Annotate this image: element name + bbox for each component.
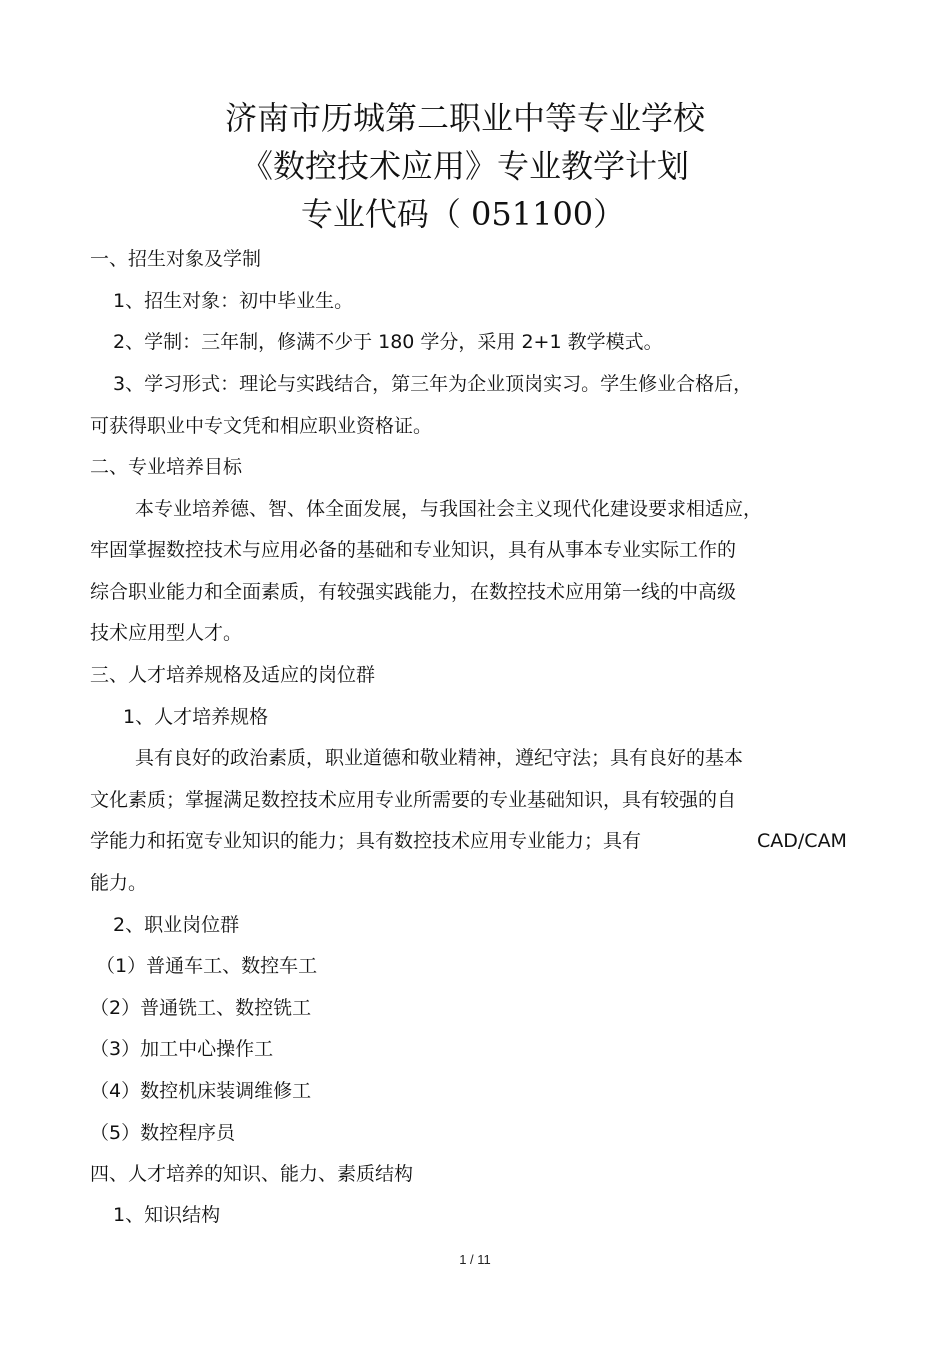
section-heading-3: 三、人才培养规格及适应的岗位群 [90,664,376,686]
subsection-heading: 1、知识结构 [113,1204,221,1226]
section-heading-2: 二、专业培养目标 [90,456,243,478]
paragraph-line: 2、学制：三年制，修满不少于 180 学分，采用 2+1 教学模式。 [113,331,663,353]
list-item: （4）数控机床装调维修工 [90,1080,312,1102]
section-heading-1: 一、招生对象及学制 [90,248,262,270]
section-heading-4: 四、人才培养的知识、能力、素质结构 [90,1163,414,1185]
plan-title: 《数控技术应用》专业教学计划 [240,147,689,185]
subsection-heading: 1、人才培养规格 [123,706,269,728]
paragraph-line: 文化素质；掌握满足数控技术应用专业所需要的专业基础知识，具有较强的自 [90,789,737,811]
list-item: （5）数控程序员 [90,1122,236,1144]
paragraph-line: 可获得职业中专文凭和相应职业资格证。 [90,415,433,437]
subsection-heading: 2、职业岗位群 [113,914,240,936]
page-number: 1 / 11 [459,1252,491,1267]
list-item: （1）普通车工、数控车工 [96,955,318,977]
paragraph-line: 本专业培养德、智、体全面发展，与我国社会主义现代化建设要求相适应， [135,498,763,520]
paragraph-line: 3、学习形式：理论与实践结合，第三年为企业顶岗实习。学生修业合格后， [113,373,753,395]
paragraph-line: 学能力和拓宽专业知识的能力；具有数控技术应用专业能力；具有 [90,830,642,852]
paragraph-line: 1、招生对象：初中毕业生。 [113,290,354,312]
list-item: （3）加工中心操作工 [90,1038,274,1060]
school-title: 济南市历城第二职业中等专业学校 [224,99,705,137]
paragraph-line: 具有良好的政治素质，职业道德和敬业精神，遵纪守法；具有良好的基本 [135,747,744,769]
list-item: （2）普通铣工、数控铣工 [90,997,312,1019]
paragraph-line: 技术应用型人才。 [90,622,243,644]
cad-cam-term: CAD/CAM [757,830,847,852]
paragraph-line: 综合职业能力和全面素质，有较强实践能力，在数控技术应用第一线的中高级 [90,581,737,603]
paragraph-line: 能力。 [90,872,148,894]
major-code-title: 专业代码（ 051100） [300,195,626,233]
paragraph-line: 牢固掌握数控技术与应用必备的基础和专业知识，具有从事本专业实际工作的 [90,539,737,561]
